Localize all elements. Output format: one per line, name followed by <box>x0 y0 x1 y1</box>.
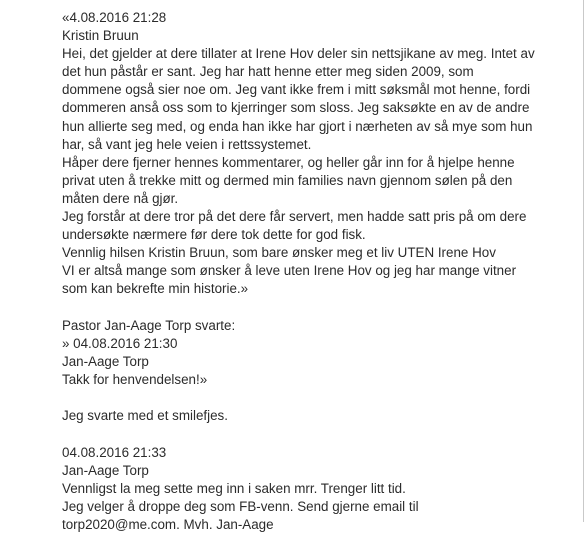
quote-line: måten dere nå gjør. <box>62 190 179 206</box>
reply-block-torp-2 <box>62 444 582 534</box>
reply-intro: Pastor Jan-Aage Torp svarte: <box>62 317 236 333</box>
reply-timestamp: 04.08.2016 21:33 <box>62 444 167 460</box>
quote-author: Kristin Bruun <box>62 28 139 44</box>
quote-line: privat uten å trekke mitt og dermed min families navn gjennom sølen på den <box>62 172 513 188</box>
quote-line: dommene også sier noe om. Jeg vant ikke frem i mitt søksmål mot henne, fordi <box>62 82 531 98</box>
reply-block-torp-1 <box>62 317 582 389</box>
paragraph-gap <box>62 299 582 317</box>
quote-block-kristin <box>62 9 582 299</box>
reply-author: Jan-Aage Torp <box>62 462 149 478</box>
paragraph-gap <box>62 426 582 444</box>
paragraph-gap <box>62 389 582 407</box>
quote-line: Håper dere fjerner hennes kommentarer, og heller går inn for å hjelpe henne <box>62 154 515 170</box>
quote-line: som kan bekrefte min historie.» <box>62 281 249 297</box>
reply-line: torp2020@me.com. Mvh. Jan-Aage <box>62 517 274 533</box>
quote-line: har, så vant jeg hele veien i rettssystemet. <box>62 136 312 152</box>
quote-line: undersøkte nærmere før dere tok dette for god fisk. <box>62 227 366 243</box>
quote-line: Vennlig hilsen Kristin Bruun, som bare ønsker meg et liv UTEN Irene Hov <box>62 245 496 261</box>
reply-text: Takk for henvendelsen!» <box>62 372 208 388</box>
reply-timestamp: » 04.08.2016 21:30 <box>62 335 178 351</box>
post-content <box>62 9 582 534</box>
quote-line: hun allierte seg med, og enda han ikke har gjort i nærheten av så mye som hun <box>62 118 533 134</box>
smiley-note: Jeg svarte med et smilefjes. <box>62 408 228 424</box>
reply-author: Jan-Aage Torp <box>62 353 149 369</box>
quote-line: Hei, det gjelder at dere tillater at Irene Hov deler sin nettsjikane av meg. Intet av <box>62 46 535 62</box>
quote-line: Jeg forstår at dere tror på det dere får servert, men hadde satt pris på om dere <box>62 209 527 225</box>
reply-line: Jeg velger å droppe deg som FB-venn. Send gjerne email til <box>62 499 419 515</box>
quote-line: det hun påstår er sant. Jeg har hatt henne etter meg siden 2009, som <box>62 64 474 80</box>
quote-line: VI er altså mange som ønsker å leve uten Irene Hov og jeg har mange vitner <box>62 263 517 279</box>
reply-line: Vennligst la meg sette meg inn i saken mrr. Trenger litt tid. <box>62 481 406 497</box>
quote-timestamp: «4.08.2016 21:28 <box>62 10 167 25</box>
quote-line: dommeren anså oss som to kjerringer som sloss. Jeg saksøkte en av de andre <box>62 100 530 116</box>
